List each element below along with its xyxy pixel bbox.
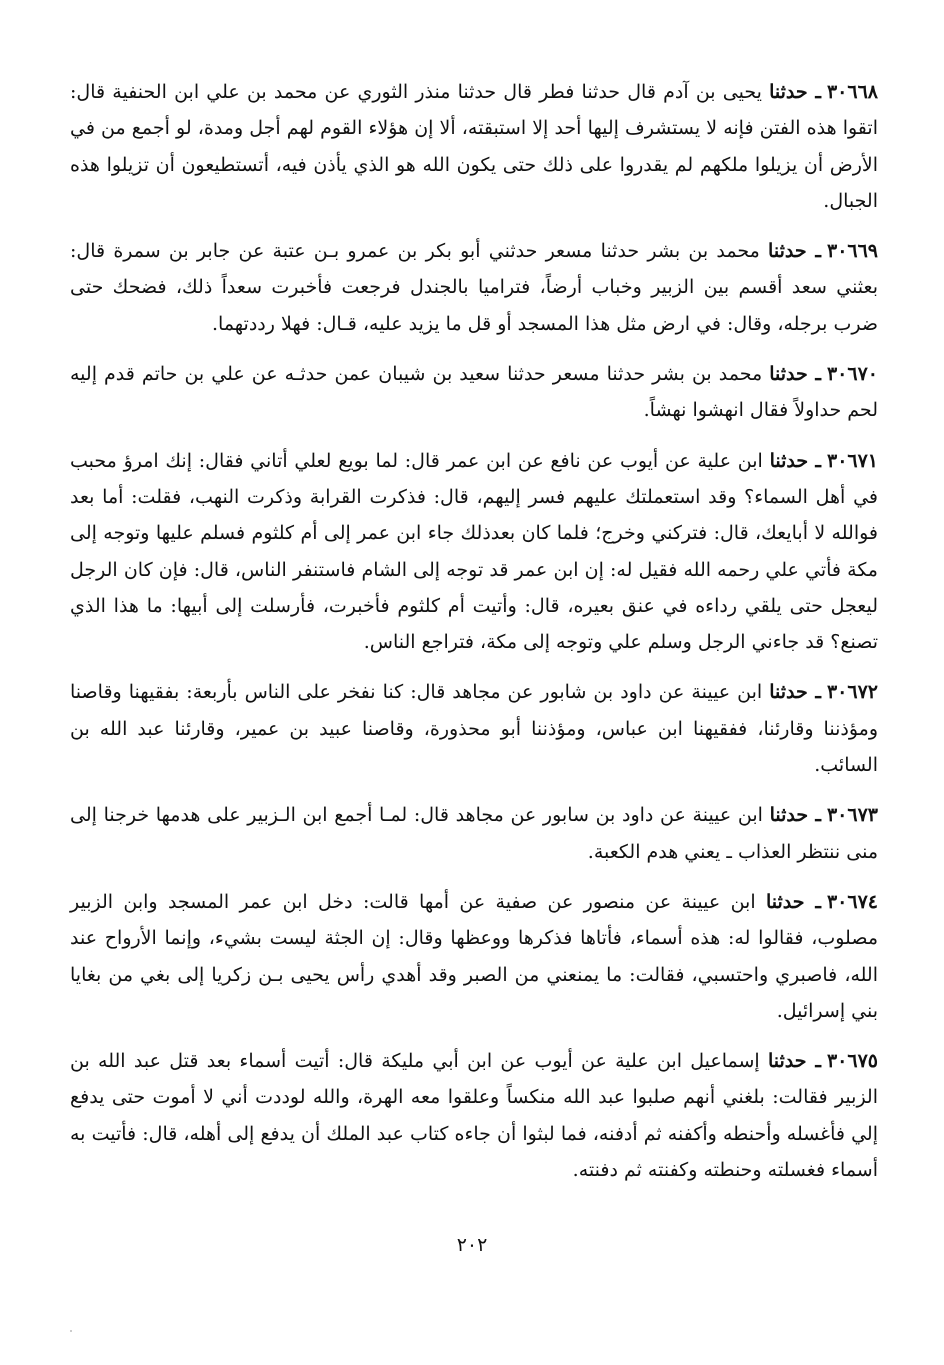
hadith-text: محمد بن بشر حدثنا مسعر حدثني أبو بكر بن عمرو بـن عتبة عن جابر بن سمرة قال: بعثني سعد أقسم بين الزبير وخباب أرضاً، فتراميا بالجندل فرجعت فأخبرت سعداً ذلك، فضحك حتى ضرب برجله، وقال: في ارض مثل هذا المسجد أو قل ما يزيد عليه، قـال: فهلا رددتهما. bbox=[70, 240, 878, 335]
hadith-lead: ـ حدثنا bbox=[765, 890, 821, 913]
hadith-number: ٣٠٦٧٤ bbox=[826, 890, 878, 913]
hadith-number: ٣٠٦٧٠ bbox=[826, 363, 878, 386]
page-body bbox=[70, 74, 878, 1202]
hadith-entry-30674 bbox=[70, 884, 878, 1029]
hadith-lead: ـ حدثنا bbox=[769, 449, 821, 472]
hadith-lead: ـ حدثنا bbox=[769, 681, 821, 704]
hadith-text: يحيى بن آدم قال حدثنا فطر قال حدثنا منذر الثوري عن محمد بن علي ابن الحنفية قال: اتقوا هذه الفتن فإنه لا يستشرف إليها أحد إلا استبقته، ألا إن هؤلاء القوم لهم أجل ومدة، لو أجمع من في الأرض أن يزيلوا ملكهم لم يقدروا على ذلك حتى يكون الله هو الذي يأذن فيه، أتستطيعون أن تزيلوا هذه الجبال. bbox=[70, 81, 878, 212]
hadith-number: ٣٠٦٦٨ bbox=[826, 81, 878, 103]
hadith-lead: ـ حدثنا bbox=[769, 363, 821, 386]
hadith-entry-30671 bbox=[70, 443, 878, 661]
hadith-text: ابن عيينة عن داود بن سابور عن مجاهد قال: لمـا أجمع ابن الـزبير على هدمها خرجنا إلى منى ننتظر العذاب ـ يعني هدم الكعبة. bbox=[70, 804, 878, 863]
hadith-text: ابن عيينة عن داود بن شابور عن مجاهد قال: كنا نفخر على الناس بأربعة: بفقيهنا وقاصنا ومؤذننا وقارئنا، ففقيهنا ابن عباس، ومؤذننا أبو محذورة، وقاصنا عبيد بن عمير، وقارئنا عبد الله بن السائب. bbox=[70, 681, 878, 777]
hadith-text: محمد بن بشر حدثنا مسعر حدثنا سعيد بن شيبان عمن حدثـه عن علي بن حاتم قدم إليه لحم حداولاً فقال انهشوا نهشاً. bbox=[70, 363, 878, 422]
hadith-number: ٣٠٦٦٩ bbox=[826, 240, 879, 263]
hadith-lead: ـ حدثنا bbox=[768, 240, 821, 263]
hadith-number: ٣٠٦٧٢ bbox=[826, 681, 878, 704]
hadith-text: ابن عيينة عن منصور عن صفية عن أمها قالت: دخل ابن عمر المسجد وابن الزبير مصلوب، فقالوا له: هذه أسماء، فأتاها فذكرها ووعظها وقال: إن الجثة ليست بشيء، وإنما الأرواح عند الله، فاصبري واحتسبي، فقالت: ما يمنعني من الصبر وقد أهدي رأس يحيى بـن زكريا إلى بغي من بغايا بني إسرائيل. bbox=[70, 890, 878, 1022]
hadith-number: ٣٠٦٧٥ bbox=[826, 1050, 878, 1073]
scan-speck bbox=[70, 1330, 72, 1332]
hadith-entry-30673 bbox=[70, 797, 878, 870]
hadith-text: إسماعيل ابن علية عن أيوب عن ابن أبي مليكة قال: أتيت أسماء بعد قتل عبد الله بن الزبير فقالت: بلغني أنهم صلبوا عبد الله منكساً وعلقوا معه الهرة، والله لوددت أني لا أموت حتى يدفع إلي فأغسله وأحنطه وأكفنه ثم أدفنه، فما لبثوا أن جاءه كتاب عبد الملك أن يدفع إلى أهله، قال: فأتيت به أسماء فغسلته وحنطته وكفنته ثم دفنته. bbox=[70, 1050, 878, 1182]
hadith-entry-30670 bbox=[70, 356, 878, 429]
page-number: ٢٠٢ bbox=[456, 1234, 488, 1256]
hadith-lead: ـ حدثنا bbox=[768, 1050, 821, 1073]
hadith-lead: ـ حدثنا bbox=[769, 81, 821, 103]
hadith-entry-30672 bbox=[70, 674, 878, 783]
hadith-number: ٣٠٦٧١ bbox=[826, 449, 879, 472]
hadith-entry-30668 bbox=[70, 74, 878, 219]
hadith-entry-30669 bbox=[70, 233, 878, 342]
hadith-number: ٣٠٦٧٣ bbox=[826, 804, 878, 827]
hadith-text: ابن علية عن أيوب عن نافع عن ابن عمر قال: لما بويع لعلي أتاني فقال: إنك امرؤ محبب في أهل السماء؟ وقد استعملتك عليهم فسر إليهم، قال: فذكرت القرابة وذكرت النهب، فقلت: أما بعد فوالله لا أبايعك، قال: فتركني وخرج؛ فلما كان بعدذلك جاء ابن عمر إلى أم كلثوم فسلم عليها وتوجه إلى مكة فأتي علي رحمه الله فقيل له: إن ابن عمر قد توجه إلى الشام فاستنفر الناس، قال: فإن كان الرجل ليعجل حتى يلقي رداءه في عنق بعيره، قال: وأتيت أم كلثوم فأخبرت، فأرسلت إلى أبيها: ما هذا الذي تصنع؟ قد جاءني الرجل وسلم علي وتوجه إلى مكة، فتراجع الناس. bbox=[70, 449, 878, 654]
hadith-lead: ـ حدثنا bbox=[769, 804, 821, 827]
hadith-entry-30675 bbox=[70, 1043, 878, 1188]
